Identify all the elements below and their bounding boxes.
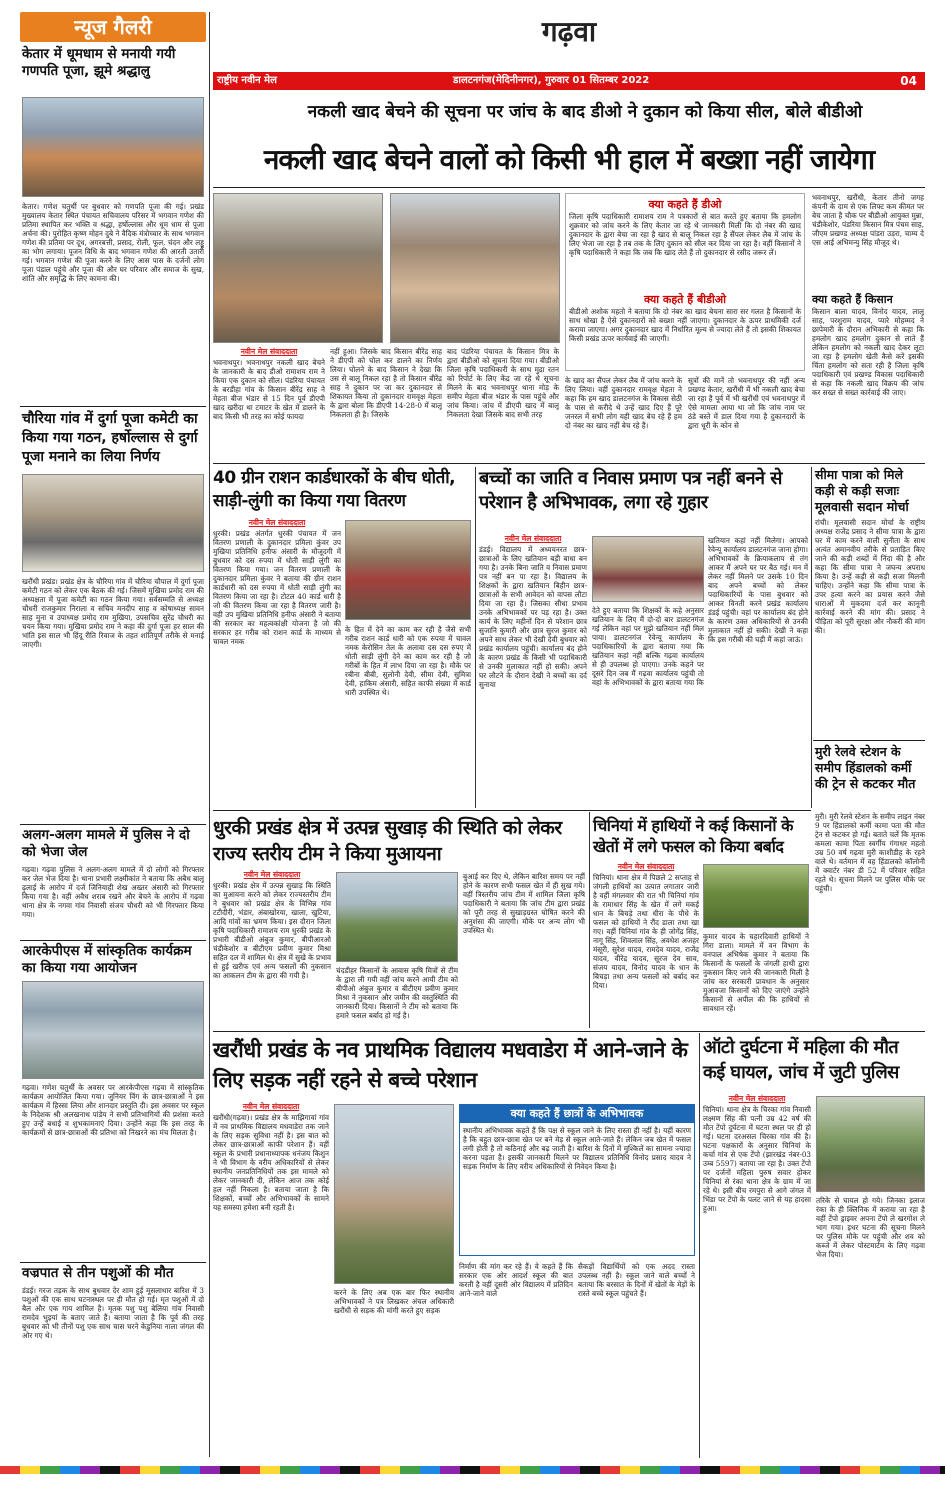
gallery-banner	[20, 12, 206, 42]
s5-text: डंडई। गरज तड़क के साथ बुधवार देर शाम हुई मूसलाधार बारिश में 3 पशुओं की एक साथ घटनास्थल पर ही मौत हो गई। मृत पशुओं में दो बैल और एक गाय शामिल है। मृतक पशु पशु बेलिया गांव निवासी रामदेव भुइयां के बताए जाते हैं। बताया जाता है कि पूर्व की तरह बुधवार को भी तीनों पशु एक साथ चास चरने केडुनिया नाला जंगल की ओर गए थे।	[22, 1286, 204, 1340]
durga-committee-photo	[22, 474, 204, 572]
s1-text: केतार। गणेश चतुर्थी पर बुधवार को गणपति पूजा की गई। प्रखंड मुख्यालय केतार स्थित पंचायत सचिवालय परिसर में भगवान गणेश की प्रतिमा स्थापित कर भक्ति व श्रद्धा, हर्षोल्लास और धूम धाम से पूजा अर्चना की। पुरोहित कृष्ण मोहन दुबे ने वैदिक मंत्रोच्चार के साथ भगवान गणेश की प्रतिमा पर दूध, अगरबत्ती, प्रसाद, रोली, फूल, चंदन और लड्डू का भोग लगाया। पूजन विधि के बाद भगवान गणेश की आरती उतारी गई। भगवान गणेश की पूजा करने के लिए आस पास के दर्जनों लोग पूजा पंडाल पहुंचे और पूजा की और घर परिवार और समाज के सुख, शांति और समृद्धि के लिए कामना की।	[22, 202, 204, 283]
ration-text2: के हित में देने का काम कर रही है जैसे सभी गरीब राशन कार्ड धारी को एक रुपया में चावल नमक केरोसिन तेल के अलावा दस दस रुपए में धोती साड़ी लुंगी देने का काम कर रही है जो गरीबों के हित में लाभ दिया जा रहा है। मौके पर रबीना बीबी, सुलोनी देवी, सीमा देवी, सुमित्रा देवी, हाकिम अंसारी, सहित काफी संख्या में कार्ड धारी उपस्थित थे।	[345, 625, 471, 697]
children-col1	[479, 534, 587, 808]
paper-name: राष्ट्रीय नवीन मेल	[217, 75, 277, 86]
children-byline: नवीन मेल संवाददाता	[504, 534, 562, 543]
lead-kicker: नकली खाद बेचने की सूचना पर जांच के बाद डीओ ने दुकान को किया सील, बोले बीडीओ	[307, 102, 863, 122]
sukhad-text1: धुरकी। प्रखंड क्षेत्र में उत्पन्न सुखाड़ कि स्थिति का मुआयना करने को लेकर राज्यस्तरीय टीम ने बुधवार को प्रखंड क्षेत्र के विभिन्न गांव टटीदीरी, भंडार, अंबाखोरया, खाला, खुटिया, आदि गांवों का भ्रमण किया। इस दौरान जिला कृषि पदाधिकारी रामाशय राम धुरकी प्रखंड के प्रभारी बीडीओ अंबुज कुमार, बीपीआरओ चंडीकेशोर व बीटीएम प्रवीण कुमार मिश्रा सहित दल में शामिल थे। क्षेत्र में सुखे के प्रभाव से हुई खरीफ एवं अन्य फसलों की नुकसान का आकलन टीम के द्वारा की गयी है।	[213, 881, 331, 980]
school-text3: निर्माण की मांग कर रहे हैं। वे कहते हैं कि सरकार एक ओर आदर्श स्कूल की बात करती है वहीं दूसरी ओर विद्यालय में प्रतिदिन आने-जाने वाले	[459, 1262, 573, 1298]
accident-photo	[816, 1096, 925, 1192]
school-byline: नवीन मेल संवाददाता	[242, 1102, 300, 1111]
school-box	[459, 1104, 695, 1256]
sima-text: रांची। मूलवासी सदान मोर्चा के राष्ट्रीय अध्यक्ष राजेंद्र प्रसाद ने सीमा पात्रा के द्वारा घर में काम करने वाली सुनीता के साथ अत्यंत अमानवीय तरीके से प्रताड़ित किए जाने की कड़ी शब्दों में निंदा की है और कहा कि सीमा पात्रा ने जघन्य अपराध किया है। उन्हें कड़ी से कड़ी सजा मिलनी चाहिए। उन्होंने कहा कि सीमा पात्रा के उपर हत्या करने का प्रयास करने जैसे धाराओं में मुकदमा दर्ज कर कानूनी कार्रवाई करने की मांग की। प्रसाद ने पीड़िता को पूरी सुरक्षा और नौकरी की मांग की।	[815, 518, 925, 635]
masthead	[213, 12, 925, 92]
page-number: 04	[900, 74, 917, 88]
left-sidebar	[20, 12, 206, 1456]
ration-col1	[213, 518, 341, 808]
lead-body5: सूत्रों की मानें तो भवनाथपुर की नहीं अन्य प्रखण्ड केतार, खरौंधी में भी नकली खाद बेचा जा रहा है पूर्व में भी खरौंधी एवं भवनाथपुर में ऐसे मामला आया था जो कि जांच नाम पर ठंडे बस्ते में डाल दिया गया है दुकानदारों के द्वारा धूरी के कोन से	[688, 376, 805, 430]
accident-text1: चिनियां। थाना क्षेत्र के चिरका गांव निवासी लक्ष्मण सिंह की पत्नी उम्र 42 वर्ष की मौत टेंपो दुर्घटना में घटना स्थल पर ही हो गई। घटना दरअसल चिरका गांव की है। घटना पक्षकारों के अनुसार चिनियां के कर्चा गांव से एक टेंपो (झारखंड नंबर-03 उम्ब 5597) बताया जा रहा है। उक्त टेंपो पर दर्जनों महिला पुरुष सवार होकर चिनियां से रंका थाना क्षेत्र के ग्राम में जा रहे थे। इसी बीच रमपुरा से आगे जंगल में भिंडा पर टेंपो के पलट जाने से यह हादसा हुआ।	[703, 1105, 811, 1213]
sukhad-photo	[336, 872, 458, 962]
lead-col1	[213, 347, 325, 460]
s2-headline: चौरिया गांव में दुर्गा पूजा कमेटी का किया गया गठन, हर्षोल्लास से दुर्गा पूजा मनाने का लिया निर्णय	[22, 411, 198, 465]
do-box-title: क्या कहते हैं डीओ	[648, 198, 722, 211]
children-headline: बच्चों का जाति व निवास प्रमाण पत्र नहीं बनने से परेशान है अभिभावक, लगा रहे गुहार	[479, 468, 782, 513]
do-box	[565, 193, 805, 371]
ganpati-photo	[22, 97, 204, 197]
s5-headline: वज्रपात से तीन पशुओं की मौत	[22, 1265, 174, 1281]
lead-photo-1	[213, 193, 383, 343]
lead-body2: नहीं हुआ। जिसके बाद किसान बीरेंद्र साह ने डीएपी को घोल कर डालने का निर्णय लिया। घोलने के बाद किसान ने देखा कि उस से बालू निकल रहा है तो किसान बीरेंद्र साह ने दुकान पर जा कर दुकानदार से शिकायत किया तो दुकानदार रामवृक्ष मेहता के द्वारा बोला कि डीएपी 14-28-0 में बालू निकलता ही है। जिसके	[330, 347, 442, 419]
children-text1: डंडई। विद्यालय में अध्ययनरत छात्र-छात्राओं के लिए खतियान बड़ी बाधा बन गया है। उनके बिना जाति व निवास प्रमाण पत्र नहीं बन पा रहा है। विद्यालय के शिक्षकों के द्वारा खतियान बिहीन छात्र-छात्राओं के सभी आवेदन को वापस लौटा दिया जा रहा है। जिसका सीधा प्रभाव उनके अभिभावकों पर पड़ रहा है। उक्त कार्य के लिए महीनों दिन से परेशान छात्र सुजानि कुमारी और छात्र सुरज कुमार को अपने साथ लेकर भी देखी देवी बुधवार को प्रखंड कार्यालय पहुंची। कार्यालय बंद होने के कारण प्रखंड के किसी भी पदाधिकारी से उनकी मुलाकात नहीं हो सकी। अपने घर लौटने के दौरान देखी ने बच्चों का दर्द सुनाया	[479, 545, 587, 689]
do-box-text: जिला कृषि पदाधिकारी रामाशय राम ने पत्रकारों से बात करते हुए बताया कि हमलोग शुक्रवार को जांच करने के लिए केतार जा रहे थे जानकारी मिली कि दो नंबर की खाद दुकानदार के द्वारा बेचा जा रहा है खाद से बालू निकल रहा है सैंपल लेकर लैब में जांच के लिए भेजा जा रहा है तब तक के लिए दुकान को सील कर दिया जा रहा है। वहीं किसानों ने कृषि पदाधिकारी ने कहा कि जब कि खाद लेते हैं तो दुकानदार से रसीद जरूर लें।	[569, 212, 801, 257]
school-col1	[213, 1102, 329, 1458]
ration-headline: 40 ग्रीन राशन कार्डधारकों के बीच धोती, साड़ी-लुंगी का किया गया वितरण	[213, 468, 456, 511]
sukhad-byline: नवीन मेल संवाददाता	[243, 870, 301, 879]
s4-headline: आरकेपीएस में सांस्कृतिक कार्यक्रम का किया गया आयोजन	[22, 943, 192, 976]
school-box-text: स्थानीय अभिभावक कहते हैं कि पक्ष से स्कूल जाने के लिए रास्ता ही नहीं है। यहीं कारण है कि बहुत छात्र-छात्रा खेत पर बने मेड़ से स्कूल आते-जाते हैं। लेकिन जब खेत में फसल लगी होती है तो कठिनाई और बढ़ जाती है। बारिश के दिनों में मुश्किलें का सामना ज्यादा करना पड़ता है। इसकी जानकारी मिलने पर विद्यालय प्रतिनिधि विनोद प्रसाद यादव ने सड़क निर्माण के लिए वरीय अधिकारियों से निवेदन किया है।	[463, 1126, 691, 1171]
bottom-color-strip	[0, 1466, 945, 1474]
lead-photo-2	[390, 193, 560, 343]
train-headline: मुरी रेलवे स्टेशन के समीप हिंडालको कर्मी की ट्रेन से कटकर मौत	[815, 744, 916, 791]
kisan-head: क्या कहते हैं किसान	[812, 293, 893, 306]
rkps-photo	[22, 981, 204, 1079]
elephant-byline: नवीन मेल संवाददाता	[617, 862, 675, 871]
sukhad-headline: धुरकी प्रखंड क्षेत्र में उत्पन्न सुखाड़ की स्थिति को लेकर राज्य स्तरीय टीम ने किया मुआयना	[213, 817, 562, 865]
lead-body1: भवनाथपुर। भवनाथपुर नकली खाद बेचने के जानकारी के बाद डीओ रामाशय राम ने किया एक दुकान को सील। पंडरिया पंचायत के बरडीहा गांव के किसान बीरेंद्र साह ने मेहता बीज भंडार से 15 दिन पूर्व डीएपी खाद खरीदा था टमाटर के खेत में डालने के बाद किसी भी तरह का कोई फायदा	[213, 358, 325, 421]
kisan-text: किसान बाला यादव, विनोद यादव, लालू साह, परशुराम यादव, प्यारे मोहम्मद ने छापेमारी के दौरान अभिकारी से कहा कि हमलोग खाद हमलोग दुकान से लाते हैं लेकिन हमलोग को नकली खाद देकर लूटा जा रहा है हमलोग खेती कैसे करें इसकी चिंता हमलोग को सता रही है जिला कृषि पदाधिकारी एवं प्रखण्ड विकास पदाधिकारी से कहा कि नकली खाद विक्रय की जांच कर सख्त से सख्त कार्रवाई की जाए।	[812, 307, 924, 397]
elephant-text2: कुमार यादव के चहारदिवारी हाथियों ने गिरा डाला। मामले में वन विभाग के वनपाल अभिषेक कुमार ने बताया कि किसानों के फसलों के जंगली हाथी द्वारा नुकसान किए जाने की जानकारी मिली है जांच कर सरकारी प्रावधान के अनुसार मुआवजा किसानों को दिए जाएंगे उन्होंने किसानों से अपील की कि हाथियों से सावधान रहें।	[703, 932, 809, 1013]
accident-byline: नवीन मेल संवाददाता	[728, 1094, 786, 1103]
school-box-title: क्या कहते हैं छात्रों के अभिभावक	[460, 1105, 694, 1123]
ration-photo	[345, 520, 471, 620]
bdo-box-text: बीडीओ अशोक महतो ने बताया कि दो नंबर का खाद बेचना सारा सर गलत है किसानों के साथ धोखा है ऐसे दुकानदारों को बख्शा नहीं जाएगा। दुकानदार के ऊपर प्राथमिकी दर्ज कराया जाएगा। अगर दुकानदार खाद में निर्धारित मूल्य से ज्यादा लेते हैं तो इसकी शिकायत किसी प्रखंड ऊपर कार्यवाई की जाएगी।	[569, 307, 801, 343]
elephant-col1	[593, 862, 699, 1028]
elephant-text1: चिनियां। थाना क्षेत्र में पिछले 2 सप्ताह से जंगली हाथियों का उत्पात लगातार जारी है वहीं मंगलवार की रात भी चिनियां गांव के रामाधार सिंह के खेत में लगे मकई धान के बिचड़े तथा धीरा के पौधे के फसल को हाथियों ने रौंद डाला तथा खा गए। वहीं चिनियां गांव के ही जोगेंद्र सिंह, नागू सिंह, शिवलाल सिंह, अवधेश अजहर मंसूरी, सुरेश यादव, रामदेव यादव, राजेंद्र यादव, वीरेंद्र यादव, सूरज देव साव, संजय यादव, विनोद यादव के धान के बिचड़ा तथा अन्य फसलों को बर्बाद कर दिया।	[593, 873, 699, 990]
dateline-bar	[213, 72, 925, 90]
school-text4: सैकड़ों विद्यार्थियों को एक अदद रास्ता उपलब्ध नहीं है। स्कूल जाने वाले बच्चों ने बताया कि बरसात के दिनों में खेतों के मेड़ों के रास्ते बच्चे स्कूल पहुंचते हैं।	[578, 1262, 695, 1298]
ration-byline: नवीन मेल संवाददाता	[248, 518, 306, 527]
train-text: मुरी। मुरी रेलवे स्टेशन के समीप लाइन नंबर 9 पर हिंडालको कर्मी कामा पता की मौत ट्रेन से कटकर हो गई। बताते चलें कि मृतक कमला कामा पिता स्वर्गीय गंगाधर महतो उम्र 50 वर्ष गढ़वा मुरी काशीडीह के रहने वाले थे। वर्तमान में वह हिंडालको कॉलोनी में क्वार्टर नंबर डी 52 में परिवार सहित रहते थे। सूचना मिलने पर पुलिस मौके पर पहुंची।	[815, 812, 925, 893]
accident-col1	[703, 1094, 811, 1458]
children-text3: खतियान कहां नहीं मिलेगा। आपको रेवेन्यू कार्यालय डालटनगंज जाना होगा। अभिभावकों के क्रियाकलाप से तंग आकर मैं अपने घर पर बैठ गई। मन में लेकर नहीं मिलने पर उसके 10 दिन बाद अपने बच्चों को लेकर पदाधिकारियों के पास बुधवार को आकर विनती करने प्रखंड कार्यालय डंडई पहुंची। वहां पर कार्यालय बंद होने के कारण उक्त अधिकारियों से उनकी मुलाकात नहीं हो सकी। देखी ने कहा कि इस गरीबी की घड़ी मैं कहां जाऊं।	[708, 536, 808, 644]
s3-headline: अलग-अलग मामले में पुलिस ने दो को भेजा जेल	[22, 827, 190, 860]
s3-text: गढ़वा। गढ़वा पुलिस ने अलग-अलग मामले में दो लोगों को गिरफ्तार कर जेल भेज दिया है। थाना प्रभारी लक्ष्मीकांत ने बताया कि अबैध बालू ढ़ुलाई के आरोप में दर्ज जिनियाही शेख अख्तर अंसारी को गिरफ्तार किया गया है। वहीं अवैध शराब रखने और बेचने के आरोप में गढ़वा थाना क्षेत्र के नगवा गांव निवासी संजय चौधरी को भी गिरफ्तार किया गया।	[22, 865, 204, 919]
dateline: डालटनगंज(मेदिनीनगर), गुरुवार 01 सितम्बर 2022	[453, 75, 650, 86]
school-text1: खरौंधी(गढ़वा)। प्रखंड क्षेत्र के माझिगावां गांव में नव प्राथमिक विद्यालय मधवाडेरा तक जाने के लिए सड़क सुविधा नहीं है। इस बात को लेकर छात्र-छात्राओं काफी परेशान हैं। वहीं स्कूल के प्रभारी प्रधानाध्यापक धनंजय किशुन ने भी विभाग के वरीय अधिकारियों से लेकर स्थानीय जनप्रतिनिधियों तक इस मामले को लेकर जानकारी दी, लेकिन आज तक कोई हल नहीं निकला है। बताया जाता है कि शिक्षकों, बच्चों और अभिभावकों के सामने यह समस्या हमेशा बनी रहती है।	[213, 1113, 329, 1212]
lead-body3: बाद पंडरिया पंचायत के किसान मित्र के द्वारा बीडीओ को सूचना दिया गया। बीडीओ जिला कृषि पदाधिकारी के साथ मुद्रा रतन को रिपोर्ट के लिए केंद्र जा रहे थे सूचना मिलने के बाद भवनाथपुर थाना मोड़ के समीप मेहता बीज भंडार के पास पहुंचे और जांच किया। जांच में डीएपी खाद में बालू निकलता देखा जिसके बाद सभी तरह	[447, 347, 559, 419]
sima-headline: सीमा पात्रा को मिले कड़ी से कड़ी सजाः मूलवासी सदान मोर्चा	[815, 467, 909, 514]
bdo-box-title: क्या कहते हैं बीडीओ	[643, 293, 727, 306]
city-title: गढ़वा	[541, 15, 597, 48]
school-text2: करने के लिए अब एक बार फिर स्थानीय अभिभावकों ने पत्र लिखकर अंचल अधिकारी खरौंधी से सड़क की मांगी करते हुए सड़क	[334, 1288, 454, 1315]
right-text: भवनाथपुर, खरौंधी, केतार तीनो जगह कंपनी के दाम से एक लिफ्ट कम कीमत पर बेच जाता है चौक पर बीडीओ आयुक्त मुन्ना, चंडीकेशोर, पंडरिया किसान मित्र पंचम साह, जीएम प्रखण्ड अध्यक्ष पांडरा उड़रा, चाम्य दे एस आई अभिमन्यु सिंह मौजूद थे।	[812, 193, 924, 247]
s2-text: खरौंधी प्रखंड। प्रखंड क्षेत्र के चौरिया गांव में चौरिया चौपाल में दुर्गा पूजा कमेटी गठन को लेकर एक बैठक की गई। जिसमें मुखिया प्रमोद राम की अध्यक्षता में पूजा कमेटी का गठन किया गया। सर्वसम्मति से अध्यक्ष चौधरी राजकुमार निराला व सचिव मनदीप साह व कोषाध्यक्ष सावन साह मुना व उपाध्यक्ष प्रमोद राम मुखिया, उपसचिव सुरेंद्र चौधरी का चयन किया गया। मुखिया प्रमोद राम ने कहा की दुर्गा पूजा हर साल की भांति इस साल भी हिंदू रीति रिवाज के तहत शांतिपूर्ण तरीके से मनाई जाएगी।	[22, 577, 204, 649]
elephant-photo	[703, 864, 809, 928]
school-photo	[334, 1104, 454, 1284]
children-text2: देते हुए बताया कि शिक्षकों के कहे अनुसार खतियान के लिए मैं दो-दो बार डालटनगंज गई लेकिन वहां पर मुझे खतियान नहीं मिल पाया। डालटनगंज रेवेन्यू कार्यालय के पदाधिकारियों के द्वारा बताया गया कि खतियान कहां नहीं बल्कि गढ़वा कार्यालय से ही उपलब्ध हो पाएगा। उनके कहने पर दूसरे दिन जब मैं गढ़वा कार्यालय पहुंची तो वहां के अभिभावकों के द्वारा बताया गया कि	[592, 606, 704, 687]
children-photo	[592, 536, 704, 602]
accident-text2: तरिके से घायल हो गये। जिनका इलाज रंका के ही क्लिनिक में कराया जा रहा है वहीं टेंपो ड्राइवर अपना टेंपो ले खरगोश ले भाग गया। इधर घटना की सूचना मिलने पर पुलिस मौके पर पहुंची और शव को कब्जे में लेकर पोस्टमार्टम के लिए गढ़वा भेज दिया।	[816, 1196, 925, 1259]
ration-text1: धुरकी। प्रखंड अंतर्गत धुरकी पंचायत में जन वितरण प्रणाली के दुकानदार प्रमिला कुंवर उप मुखिया प्रतिनिधि हनीफ अंसारी के मौजूदगी में बुधवार को दस रुपया में धोती साड़ी लुंगी का वितरण किया गया। जन वितरण प्रणाली के दुकानदार प्रमिला कुंवर ने बताया की ग्रीन राशन कार्डधारी को दस रुपया में धोती साड़ी लुंगी का वितरण किया जा रहा है। टोटल 40 कार्ड धारी है जो की वितरण किया जा रहा है वितरण जारी है। वही उप मुखिया प्रतिनिधि हनीफ अंसारी ने बताया की सरकार का महत्वकांक्षी योजना है जो की सरकार हर गरीब को राशन कार्ड के माध्यम से चावल नमक	[213, 529, 341, 646]
elephant-headline: चिनियां में हाथियों ने कई किसानों के खेतों में लगे फसल को किया बर्बाद	[593, 816, 793, 856]
s1-headline: केतार में धूमधाम से मनायी गयी गणपति पूजा, झूमे श्रद्धालु	[22, 46, 176, 79]
sukhad-text3: बुआई कर दिए थे, लेकिन बारिश समय पर नहीं होने के कारण सभी फसल खेत में ही सुख गये। वहीं त्रिस्तरीय जांच टीम में शामिल जिला कृषि पदाधिकारी ने बताया कि जांच टीम द्वारा प्रखंड को पूरी तरह से सुखाड़ग्रस्त घोषित करने की अनुशंसा की जाएगी। मौके पर अन्य लोग भी उपस्थित थे।	[463, 872, 585, 935]
s4-text: गढ़वा। गणेश चतुर्थी के अवसर पर आरकेपीएस गढ़वा में सांस्कृतिक कार्यक्रम आयोजित किया गया। जुनियर विंग के छात्र-छात्राओं ने इस कार्यक्रम में हिस्सा लिया और शानदार प्रस्तुति दी। इस अवसर पर स्कूल के निदेशक श्री अलखनाथ पांडेय ने सभी प्रतिभागियों की प्रशंसा करते हुए उन्हें बधाई व शुभकामनाएं दिया। उन्होंने कहा कि इस तरह के कार्यक्रमों से छात्र-छात्राओं की प्रतिभा को निखरने का मंच मिलता है।	[22, 1083, 204, 1137]
lead-body4: के खाद का सैंपल लेकर लैब में जांच करने के लिए लिया। वहीं दुकानदार रामवृक्ष मेहता ने कहा कि हम खाद डालटनगंज के विकास सेठी के पास से करीदे थे उन्हें खाद दिए हैं पूरे जनरल में सभी लोग यही खाद बेच रहे हैं हम दो नंबर का खाद नहीं बेच रहे हैं।	[565, 376, 682, 430]
accident-headline: ऑटो दुर्घटना में महिला की मौत कई घायल, जांच में जुटी पुलिस	[703, 1037, 899, 1083]
sukhad-text2: चंदडीहर किसानों के आवास कृषि मित्रों से टीम के द्वारा ली गयी वहीं जांच करने आयी टीम को बीपीओ अंबुज कुमार व बीटीएम प्रवीण कुमार मिश्रा ने नुकसान और जमीन की वस्तुस्थिति की जानकारी दिया। किसानों ने टीम को बताया कि हमारे फसल बर्बाद हो गई है।	[336, 966, 458, 1020]
school-headline: खरौंधी प्रखंड के नव प्राथमिक विद्यालय मधवाडेरा में आने-जाने के लिए सड़क नहीं रहने से बच्चे परेशान	[213, 1038, 688, 1092]
sukhad-col1	[213, 870, 331, 1028]
gallery-title: न्यूज गैलरी	[74, 15, 152, 39]
lead-headline: नकली खाद बेचने वालों को किसी भी हाल में बख्शा नहीं जायेगा	[263, 143, 875, 176]
lead-byline: नवीन मेल संवाददाता	[240, 347, 298, 356]
